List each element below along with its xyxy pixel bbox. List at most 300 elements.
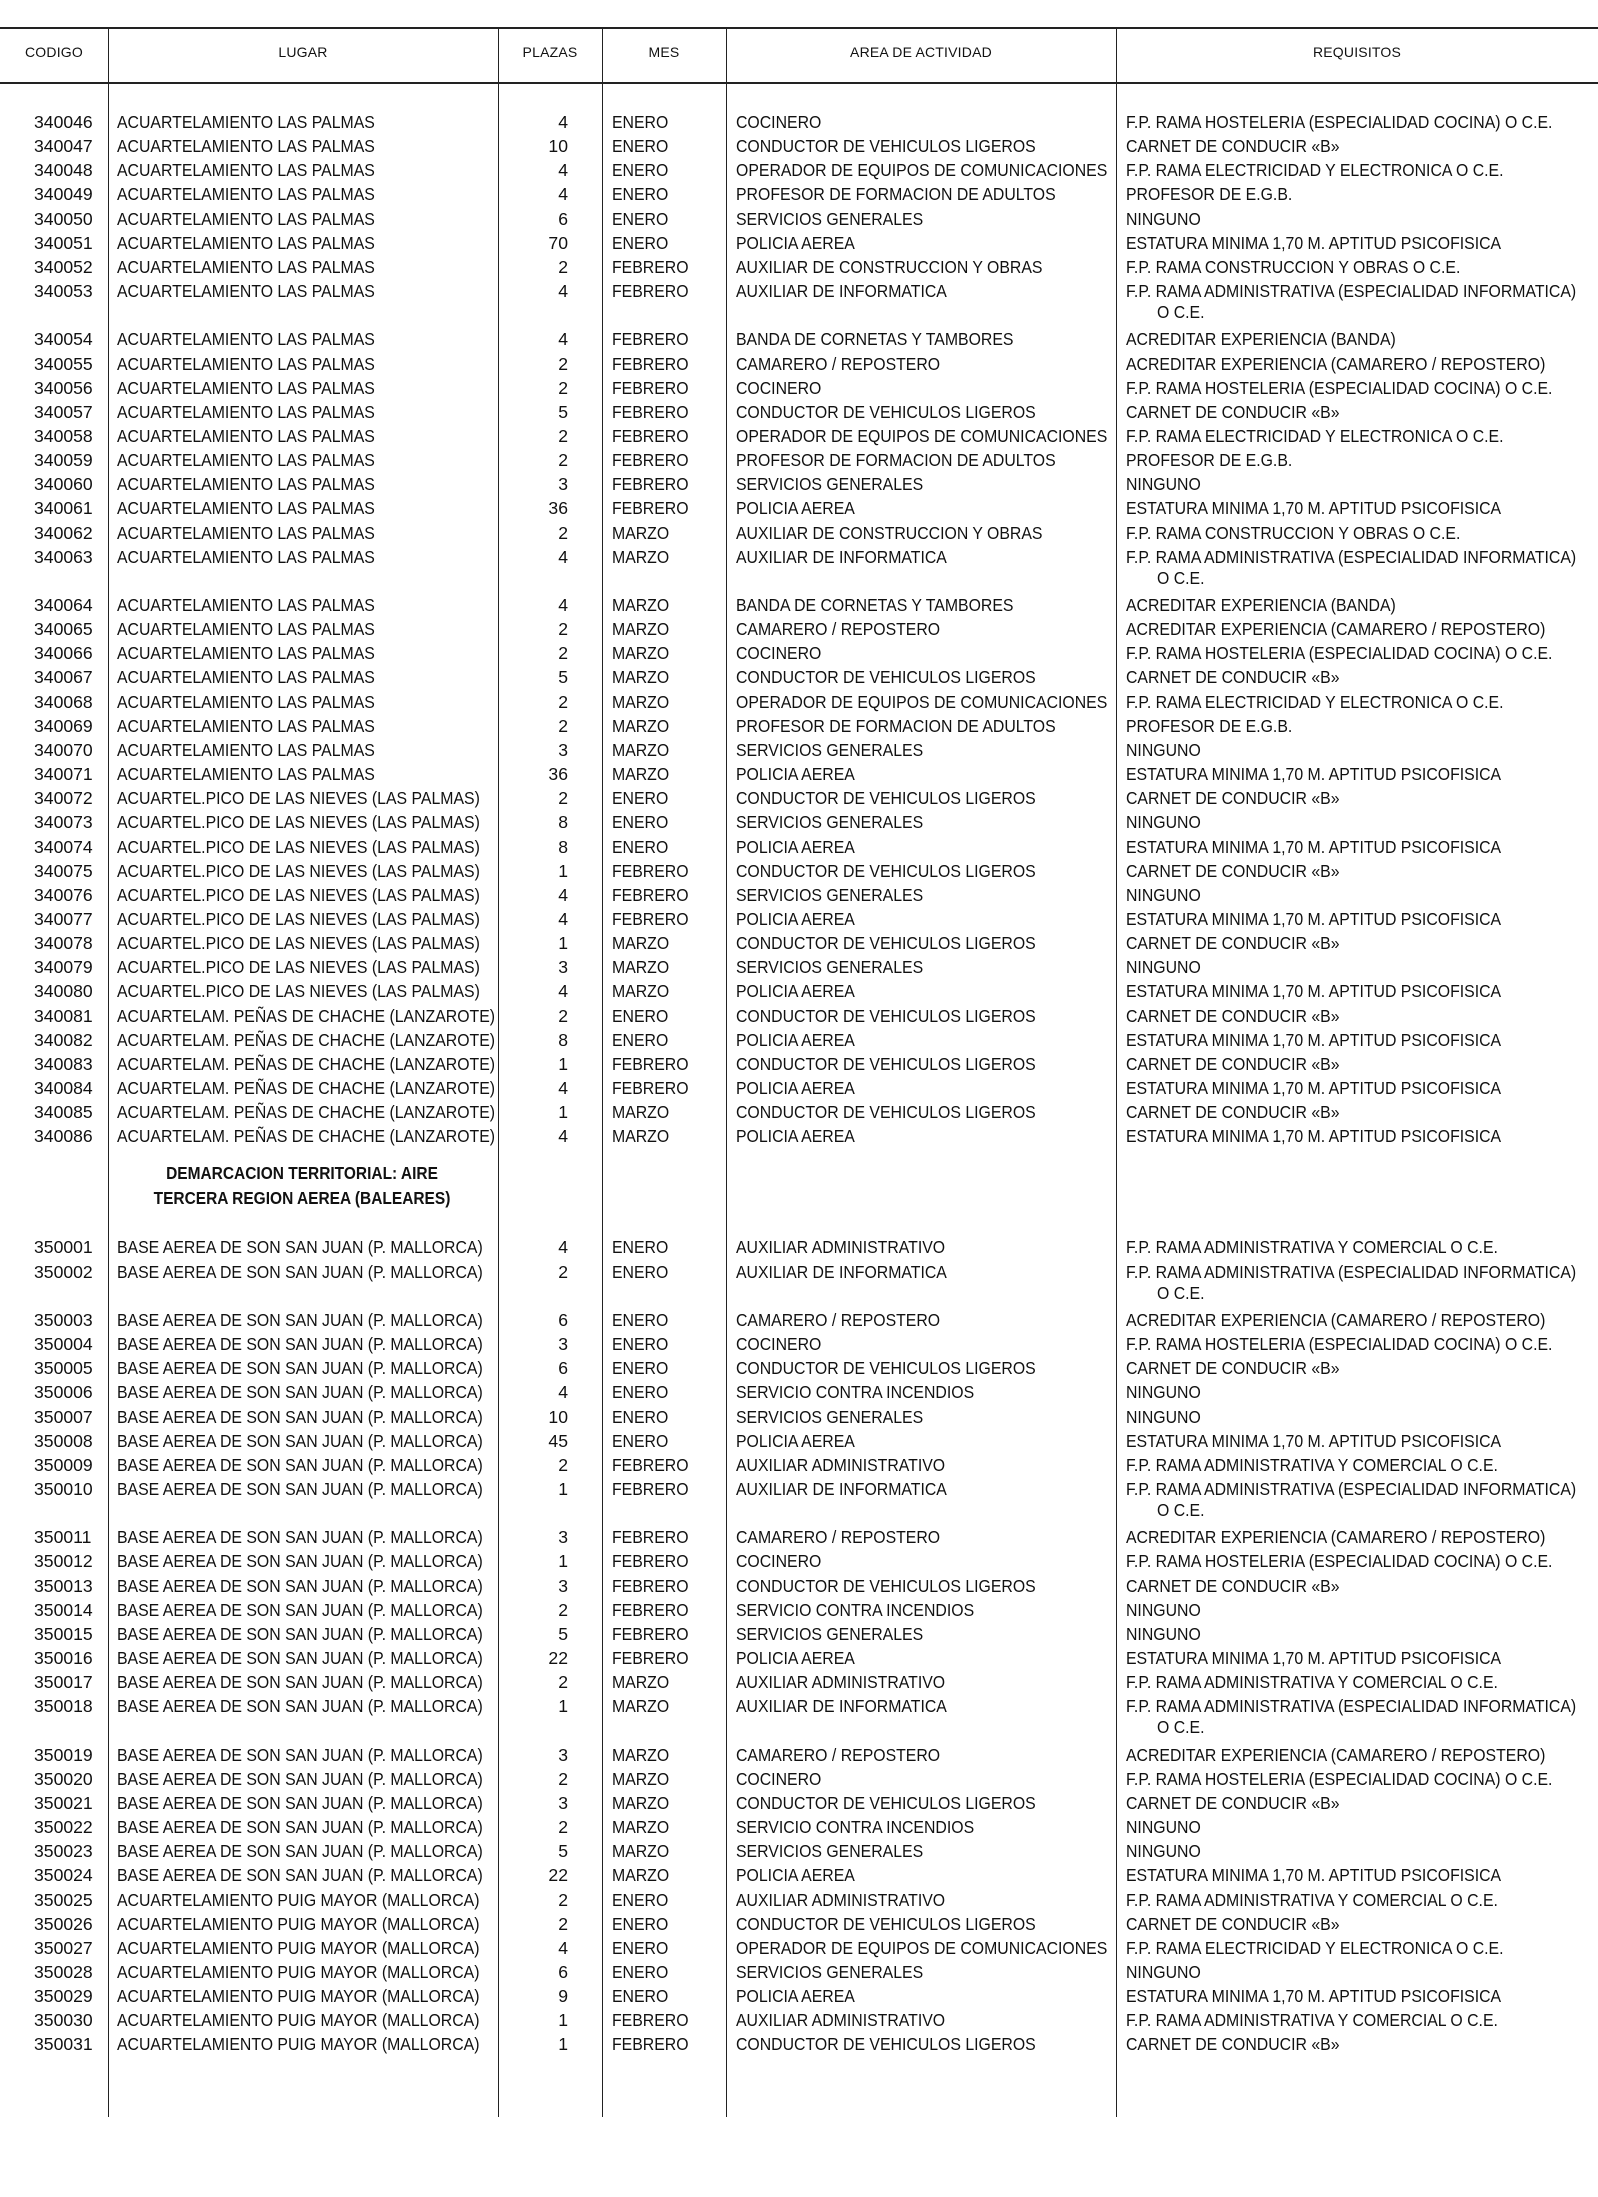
cell-mes: ENERO [612, 136, 669, 157]
cell-area: CONDUCTOR DE VEHICULOS LIGEROS [736, 1575, 1036, 1596]
cell-plazas: 8 [558, 812, 568, 833]
top-rule [0, 27, 1598, 29]
cell-area: CONDUCTOR DE VEHICULOS LIGEROS [736, 401, 1036, 422]
cell-plazas: 2 [558, 425, 568, 446]
cell-mes: ENERO [612, 812, 669, 833]
cell-mes: MARZO [612, 619, 670, 640]
cell-lugar: ACUARTELAMIENTO LAS PALMAS [117, 450, 375, 471]
cell-codigo: 350007 [34, 1406, 93, 1427]
cell-mes: FEBRERO [612, 401, 689, 422]
cell-codigo: 350028 [34, 1961, 93, 1982]
table-row [0, 859, 1598, 883]
cell-area: POLICIA AEREA [736, 836, 855, 857]
cell-area: COCINERO [736, 377, 822, 398]
cell-codigo: 340080 [34, 981, 93, 1002]
table-row [0, 207, 1598, 231]
cell-plazas: 2 [558, 377, 568, 398]
table-row [0, 786, 1598, 810]
cell-codigo: 350004 [34, 1334, 93, 1355]
cell-requisitos: F.P. RAMA CONSTRUCCION Y OBRAS O C.E. [1126, 522, 1461, 543]
cell-requisitos: PROFESOR DE E.G.B. [1126, 450, 1293, 471]
cell-area: OPERADOR DE EQUIPOS DE COMUNICACIONES [736, 691, 1108, 712]
table-row [0, 1863, 1598, 1887]
cell-codigo: 340074 [34, 836, 93, 857]
cell-plazas: 1 [558, 1053, 568, 1074]
cell-requisitos: NINGUNO [1126, 208, 1201, 229]
cell-area: OPERADOR DE EQUIPOS DE COMUNICACIONES [736, 160, 1108, 181]
cell-requisitos: F.P. RAMA ADMINISTRATIVA (ESPECIALIDAD INFORMATICA) [1126, 281, 1577, 302]
table-row [0, 1622, 1598, 1646]
header-rule [0, 82, 1598, 84]
cell-requisitos: CARNET DE CONDUCIR «B» [1126, 1575, 1340, 1596]
cell-mes: MARZO [612, 1672, 670, 1693]
cell-plazas: 1 [558, 1102, 568, 1123]
cell-plazas: 2 [558, 619, 568, 640]
table-row [0, 1477, 1598, 1501]
table-row [0, 1960, 1598, 1984]
table-row [0, 955, 1598, 979]
cell-lugar: ACUARTELAMIENTO LAS PALMAS [117, 112, 375, 132]
table-row [0, 617, 1598, 641]
cell-mes: FEBRERO [612, 377, 689, 398]
cell-area: AUXILIAR DE CONSTRUCCION Y OBRAS [736, 256, 1043, 277]
cell-codigo: 350018 [34, 1696, 93, 1717]
cell-codigo: 350029 [34, 1986, 93, 2007]
table-row [0, 1598, 1598, 1622]
cell-lugar: ACUARTELAM. PEÑAS DE CHACHE (LANZAROTE) [117, 1053, 496, 1074]
cell-mes: MARZO [612, 546, 670, 567]
cell-codigo: 340066 [34, 643, 93, 664]
cell-lugar: BASE AEREA DE SON SAN JUAN (P. MALLORCA) [117, 1599, 483, 1620]
cell-requisitos: CARNET DE CONDUCIR «B» [1126, 933, 1340, 954]
cell-area: BANDA DE CORNETAS Y TAMBORES [736, 595, 1014, 615]
cell-codigo: 340051 [34, 232, 93, 253]
cell-area: BANDA DE CORNETAS Y TAMBORES [736, 329, 1014, 350]
cell-plazas: 3 [558, 957, 568, 978]
table-row [0, 1405, 1598, 1429]
cell-area: AUXILIAR DE INFORMATICA [736, 1261, 947, 1282]
cell-requisitos: ESTATURA MINIMA 1,70 M. APTITUD PSICOFISICA [1126, 764, 1502, 785]
cell-requisitos: CARNET DE CONDUCIR «B» [1126, 2034, 1340, 2055]
table-row [0, 835, 1598, 859]
cell-mes: MARZO [612, 1792, 670, 1813]
cell-area: COCINERO [736, 112, 822, 132]
cell-plazas: 2 [558, 1889, 568, 1910]
cell-mes: FEBRERO [612, 1527, 689, 1548]
table-row [0, 182, 1598, 206]
cell-lugar: ACUARTELAMIENTO LAS PALMAS [117, 401, 375, 422]
cell-area: AUXILIAR DE CONSTRUCCION Y OBRAS [736, 522, 1043, 543]
cell-requisitos: ESTATURA MINIMA 1,70 M. APTITUD PSICOFISICA [1126, 1126, 1502, 1147]
cell-requisitos: F.P. RAMA ADMINISTRATIVA Y COMERCIAL O C.E. [1126, 1454, 1498, 1475]
cell-requisitos: F.P. RAMA ADMINISTRATIVA (ESPECIALIDAD INFORMATICA) [1126, 1696, 1577, 1717]
cell-area: CAMARERO / REPOSTERO [736, 1744, 941, 1765]
cell-mes: FEBRERO [612, 1454, 689, 1475]
cell-mes: FEBRERO [612, 1078, 689, 1098]
section-heading-line: TERCERA REGION AEREA (BALEARES) [153, 1188, 451, 1209]
cell-codigo: 350031 [34, 2034, 93, 2055]
table-row [0, 810, 1598, 834]
table-row [0, 641, 1598, 665]
cell-requisitos: CARNET DE CONDUCIR «B» [1126, 1102, 1340, 1123]
cell-lugar: ACUARTELAMIENTO LAS PALMAS [117, 739, 375, 760]
cell-codigo: 340070 [34, 739, 93, 760]
cell-lugar: ACUARTELAMIENTO LAS PALMAS [117, 329, 375, 350]
cell-codigo: 350005 [34, 1358, 93, 1379]
cell-codigo: 340075 [34, 860, 93, 881]
table-row [0, 931, 1598, 955]
header-lugar: LUGAR [278, 44, 328, 60]
cell-codigo: 340072 [34, 788, 93, 809]
cell-codigo: 350011 [34, 1527, 92, 1548]
cell-codigo: 340057 [34, 401, 93, 422]
cell-lugar: BASE AEREA DE SON SAN JUAN (P. MALLORCA) [117, 1430, 483, 1451]
cell-lugar: ACUARTELAM. PEÑAS DE CHACHE (LANZAROTE) [117, 1029, 496, 1050]
cell-codigo: 350016 [34, 1648, 93, 1668]
cell-lugar: BASE AEREA DE SON SAN JUAN (P. MALLORCA) [117, 1648, 483, 1668]
cell-mes: FEBRERO [612, 1053, 689, 1074]
cell-lugar: ACUARTEL.PICO DE LAS NIEVES (LAS PALMAS) [117, 836, 480, 857]
cell-codigo: 340071 [34, 764, 93, 785]
cell-requisitos: ESTATURA MINIMA 1,70 M. APTITUD PSICOFISICA [1126, 1648, 1502, 1668]
cell-lugar: BASE AEREA DE SON SAN JUAN (P. MALLORCA) [117, 1744, 483, 1765]
cell-lugar: BASE AEREA DE SON SAN JUAN (P. MALLORCA) [117, 1817, 483, 1838]
cell-codigo: 350001 [34, 1237, 93, 1258]
cell-codigo: 350021 [34, 1792, 93, 1813]
cell-plazas: 4 [558, 184, 568, 205]
cell-area: CAMARERO / REPOSTERO [736, 1309, 941, 1330]
cell-lugar: BASE AEREA DE SON SAN JUAN (P. MALLORCA) [117, 1237, 483, 1258]
cell-area: PROFESOR DE FORMACION DE ADULTOS [736, 450, 1056, 471]
cell-area: PROFESOR DE FORMACION DE ADULTOS [736, 715, 1056, 736]
cell-codigo: 340059 [34, 450, 93, 471]
cell-mes: ENERO [612, 1986, 669, 2007]
cell-lugar: ACUARTELAMIENTO PUIG MAYOR (MALLORCA) [117, 1937, 480, 1958]
cell-requisitos: ESTATURA MINIMA 1,70 M. APTITUD PSICOFISICA [1126, 1986, 1502, 2007]
cell-lugar: BASE AEREA DE SON SAN JUAN (P. MALLORCA) [117, 1406, 483, 1427]
cell-requisitos: CARNET DE CONDUCIR «B» [1126, 1913, 1340, 1934]
table-row [0, 376, 1598, 400]
cell-area: AUXILIAR DE INFORMATICA [736, 546, 947, 567]
cell-area: SERVICIOS GENERALES [736, 739, 924, 760]
cell-requisitos: NINGUNO [1126, 474, 1201, 495]
cell-area: CAMARERO / REPOSTERO [736, 619, 941, 640]
cell-codigo: 340086 [34, 1126, 93, 1147]
table-row [0, 1100, 1598, 1124]
cell-codigo: 350019 [34, 1744, 93, 1765]
cell-area: POLICIA AEREA [736, 498, 855, 519]
cell-mes: FEBRERO [612, 1623, 689, 1644]
table-row [0, 1646, 1598, 1670]
cell-requisitos: F.P. RAMA ELECTRICIDAD Y ELECTRONICA O C.E. [1126, 160, 1504, 181]
cell-requisitos: PROFESOR DE E.G.B. [1126, 715, 1293, 736]
cell-requisitos: ACREDITAR EXPERIENCIA (CAMARERO / REPOSTERO) [1126, 353, 1546, 374]
cell-mes: FEBRERO [612, 329, 689, 350]
cell-plazas: 1 [558, 1551, 568, 1572]
cell-area: CONDUCTOR DE VEHICULOS LIGEROS [736, 136, 1036, 157]
cell-plazas: 3 [558, 1744, 568, 1765]
cell-codigo: 340063 [34, 546, 93, 567]
cell-mes: MARZO [612, 1102, 670, 1123]
cell-area: CONDUCTOR DE VEHICULOS LIGEROS [736, 1358, 1036, 1379]
cell-requisitos: F.P. RAMA ADMINISTRATIVA Y COMERCIAL O C.E. [1126, 1889, 1498, 1910]
cell-area: POLICIA AEREA [736, 1078, 855, 1098]
table-row [0, 1429, 1598, 1453]
cell-area: SERVICIOS GENERALES [736, 208, 924, 229]
cell-requisitos: ESTATURA MINIMA 1,70 M. APTITUD PSICOFISICA [1126, 1029, 1502, 1050]
cell-codigo: 350015 [34, 1623, 93, 1644]
cell-lugar: ACUARTEL.PICO DE LAS NIEVES (LAS PALMAS) [117, 860, 480, 881]
cell-requisitos: F.P. RAMA ADMINISTRATIVA Y COMERCIAL O C.E. [1126, 1672, 1498, 1693]
cell-mes: FEBRERO [612, 1599, 689, 1620]
cell-codigo: 350009 [34, 1454, 93, 1475]
cell-mes: MARZO [612, 1817, 670, 1838]
cell-codigo: 340084 [34, 1078, 93, 1098]
table-row [0, 883, 1598, 907]
cell-lugar: ACUARTELAMIENTO LAS PALMAS [117, 425, 375, 446]
table-row [0, 255, 1598, 279]
cell-lugar: ACUARTELAMIENTO PUIG MAYOR (MALLORCA) [117, 2010, 480, 2031]
table-row [0, 158, 1598, 182]
cell-requisitos-continuation: O C.E. [1157, 567, 1205, 588]
header-area: AREA DE ACTIVIDAD [850, 44, 992, 60]
cell-lugar: ACUARTELAMIENTO PUIG MAYOR (MALLORCA) [117, 1913, 480, 1934]
cell-lugar: BASE AEREA DE SON SAN JUAN (P. MALLORCA) [117, 1672, 483, 1693]
cell-area: CONDUCTOR DE VEHICULOS LIGEROS [736, 1102, 1036, 1123]
cell-lugar: ACUARTELAMIENTO LAS PALMAS [117, 474, 375, 495]
cell-lugar: BASE AEREA DE SON SAN JUAN (P. MALLORCA) [117, 1551, 483, 1572]
cell-codigo: 340076 [34, 884, 93, 905]
cell-lugar: ACUARTELAMIENTO LAS PALMAS [117, 377, 375, 398]
cell-mes: FEBRERO [612, 1551, 689, 1572]
cell-requisitos-continuation: O C.E. [1157, 1717, 1205, 1738]
cell-codigo: 350025 [34, 1889, 93, 1910]
cell-area: CONDUCTOR DE VEHICULOS LIGEROS [736, 2034, 1036, 2055]
cell-codigo: 340069 [34, 715, 93, 736]
cell-requisitos: ACREDITAR EXPERIENCIA (CAMARERO / REPOSTERO) [1126, 1527, 1546, 1548]
table-row [0, 1356, 1598, 1380]
cell-lugar: ACUARTEL.PICO DE LAS NIEVES (LAS PALMAS) [117, 884, 480, 905]
cell-lugar: ACUARTELAMIENTO PUIG MAYOR (MALLORCA) [117, 1961, 480, 1982]
cell-plazas: 4 [558, 160, 568, 181]
cell-lugar: BASE AEREA DE SON SAN JUAN (P. MALLORCA) [117, 1768, 483, 1789]
cell-requisitos: F.P. RAMA ADMINISTRATIVA (ESPECIALIDAD INFORMATICA) [1126, 1261, 1577, 1282]
cell-mes: ENERO [612, 184, 669, 205]
cell-codigo: 350014 [34, 1599, 93, 1620]
cell-area: AUXILIAR ADMINISTRATIVO [736, 1454, 946, 1475]
cell-plazas: 8 [558, 836, 568, 857]
cell-plazas: 4 [558, 595, 568, 615]
table-row [0, 1574, 1598, 1598]
table-row [0, 1525, 1598, 1549]
table-row [0, 665, 1598, 689]
table-row [0, 448, 1598, 472]
cell-lugar: ACUARTELAM. PEÑAS DE CHACHE (LANZAROTE) [117, 1102, 496, 1123]
cell-codigo: 340079 [34, 957, 93, 978]
cell-codigo: 340081 [34, 1005, 93, 1026]
table-row [0, 593, 1598, 617]
cell-plazas: 2 [558, 1599, 568, 1620]
table-row [0, 1694, 1598, 1718]
table-row [0, 1124, 1598, 1148]
cell-lugar: BASE AEREA DE SON SAN JUAN (P. MALLORCA) [117, 1358, 483, 1379]
table-row [0, 1308, 1598, 1332]
cell-codigo: 340053 [34, 281, 93, 302]
cell-area: SERVICIO CONTRA INCENDIOS [736, 1382, 975, 1403]
cell-codigo: 350030 [34, 2010, 93, 2031]
cell-plazas: 1 [558, 933, 568, 954]
cell-mes: ENERO [612, 112, 669, 132]
cell-codigo: 340050 [34, 208, 93, 229]
cell-mes: MARZO [612, 643, 670, 664]
cell-codigo: 340078 [34, 933, 93, 954]
cell-plazas: 4 [558, 112, 568, 132]
cell-mes: ENERO [612, 1237, 669, 1258]
table-row [0, 521, 1598, 545]
cell-requisitos: F.P. RAMA ELECTRICIDAD Y ELECTRONICA O C.E. [1126, 1937, 1504, 1958]
cell-lugar: BASE AEREA DE SON SAN JUAN (P. MALLORCA) [117, 1865, 483, 1886]
cell-mes: FEBRERO [612, 425, 689, 446]
cell-mes: ENERO [612, 836, 669, 857]
cell-mes: MARZO [612, 522, 670, 543]
cell-lugar: ACUARTELAMIENTO LAS PALMAS [117, 256, 375, 277]
table-row [0, 472, 1598, 496]
cell-mes: FEBRERO [612, 884, 689, 905]
cell-plazas: 5 [558, 667, 568, 688]
cell-plazas: 1 [558, 1696, 568, 1717]
cell-area: CONDUCTOR DE VEHICULOS LIGEROS [736, 1913, 1036, 1934]
cell-codigo: 350017 [34, 1672, 93, 1693]
cell-requisitos: NINGUNO [1126, 1961, 1201, 1982]
cell-lugar: ACUARTELAMIENTO LAS PALMAS [117, 643, 375, 664]
table-row [0, 907, 1598, 931]
cell-lugar: ACUARTELAM. PEÑAS DE CHACHE (LANZAROTE) [117, 1126, 496, 1147]
cell-codigo: 340062 [34, 522, 93, 543]
cell-codigo: 350012 [34, 1551, 93, 1572]
cell-codigo: 340054 [34, 329, 93, 350]
cell-plazas: 2 [558, 788, 568, 809]
cell-lugar: ACUARTELAM. PEÑAS DE CHACHE (LANZAROTE) [117, 1078, 496, 1098]
cell-requisitos: ESTATURA MINIMA 1,70 M. APTITUD PSICOFISICA [1126, 232, 1502, 253]
cell-area: POLICIA AEREA [736, 1126, 855, 1147]
cell-requisitos: NINGUNO [1126, 957, 1201, 978]
cell-area: CONDUCTOR DE VEHICULOS LIGEROS [736, 667, 1036, 688]
cell-codigo: 340047 [34, 136, 93, 157]
cell-requisitos: PROFESOR DE E.G.B. [1126, 184, 1293, 205]
cell-codigo: 340060 [34, 474, 93, 495]
cell-lugar: ACUARTELAMIENTO LAS PALMAS [117, 281, 375, 302]
cell-requisitos: CARNET DE CONDUCIR «B» [1126, 1053, 1340, 1074]
cell-area: SERVICIOS GENERALES [736, 474, 924, 495]
cell-lugar: BASE AEREA DE SON SAN JUAN (P. MALLORCA) [117, 1623, 483, 1644]
cell-area: AUXILIAR ADMINISTRATIVO [736, 2010, 946, 2031]
cell-plazas: 4 [558, 884, 568, 905]
cell-requisitos: CARNET DE CONDUCIR «B» [1126, 667, 1340, 688]
cell-plazas: 9 [558, 1986, 568, 2007]
cell-lugar: BASE AEREA DE SON SAN JUAN (P. MALLORCA) [117, 1261, 483, 1282]
cell-codigo: 340064 [34, 595, 93, 615]
cell-mes: ENERO [612, 1029, 669, 1050]
cell-requisitos: F.P. RAMA ADMINISTRATIVA (ESPECIALIDAD INFORMATICA) [1126, 546, 1577, 567]
cell-requisitos: ACREDITAR EXPERIENCIA (BANDA) [1126, 329, 1396, 350]
table-row [0, 1791, 1598, 1815]
cell-plazas: 3 [558, 1527, 568, 1548]
table-row [0, 279, 1598, 303]
table-row [0, 714, 1598, 738]
cell-plazas: 36 [548, 764, 568, 785]
cell-mes: ENERO [612, 1889, 669, 1910]
cell-mes: MARZO [612, 1865, 670, 1886]
cell-requisitos: CARNET DE CONDUCIR «B» [1126, 788, 1340, 809]
cell-requisitos: ESTATURA MINIMA 1,70 M. APTITUD PSICOFISICA [1126, 1430, 1502, 1451]
cell-plazas: 5 [558, 1841, 568, 1862]
table-row [0, 545, 1598, 569]
cell-codigo: 340083 [34, 1053, 93, 1074]
cell-mes: MARZO [612, 1744, 670, 1765]
cell-requisitos: F.P. RAMA HOSTELERIA (ESPECIALIDAD COCINA) O C.E. [1126, 1334, 1553, 1355]
cell-area: SERVICIOS GENERALES [736, 1841, 924, 1862]
cell-area: POLICIA AEREA [736, 981, 855, 1002]
cell-mes: MARZO [612, 667, 670, 688]
cell-codigo: 340068 [34, 691, 93, 712]
cell-mes: ENERO [612, 1961, 669, 1982]
cell-lugar: ACUARTELAMIENTO LAS PALMAS [117, 208, 375, 229]
cell-codigo: 350010 [34, 1478, 93, 1499]
cell-mes: MARZO [612, 595, 670, 615]
cell-mes: FEBRERO [612, 256, 689, 277]
cell-plazas: 22 [548, 1865, 568, 1886]
table-row [0, 1052, 1598, 1076]
cell-requisitos: ACREDITAR EXPERIENCIA (CAMARERO / REPOSTERO) [1126, 1309, 1546, 1330]
cell-area: PROFESOR DE FORMACION DE ADULTOS [736, 184, 1056, 205]
cell-requisitos: NINGUNO [1126, 1623, 1201, 1644]
table-row [0, 1936, 1598, 1960]
table-row [0, 1453, 1598, 1477]
cell-codigo: 350026 [34, 1913, 93, 1934]
header-codigo: CODIGO [25, 44, 83, 60]
cell-lugar: BASE AEREA DE SON SAN JUAN (P. MALLORCA) [117, 1334, 483, 1355]
cell-codigo: 340067 [34, 667, 93, 688]
cell-codigo: 350020 [34, 1768, 93, 1789]
cell-plazas: 4 [558, 981, 568, 1002]
cell-area: SERVICIOS GENERALES [736, 1961, 924, 1982]
cell-plazas: 3 [558, 1334, 568, 1355]
cell-codigo: 350027 [34, 1937, 93, 1958]
cell-plazas: 3 [558, 1575, 568, 1596]
cell-mes: ENERO [612, 788, 669, 809]
cell-requisitos: ESTATURA MINIMA 1,70 M. APTITUD PSICOFISICA [1126, 908, 1502, 929]
cell-lugar: ACUARTEL.PICO DE LAS NIEVES (LAS PALMAS) [117, 957, 480, 978]
cell-requisitos-continuation: O C.E. [1157, 1282, 1205, 1303]
cell-mes: ENERO [612, 1937, 669, 1958]
cell-requisitos: CARNET DE CONDUCIR «B» [1126, 136, 1340, 157]
cell-codigo: 340065 [34, 619, 93, 640]
cell-requisitos: F.P. RAMA HOSTELERIA (ESPECIALIDAD COCINA) O C.E. [1126, 377, 1553, 398]
cell-area: AUXILIAR DE INFORMATICA [736, 1478, 947, 1499]
cell-lugar: ACUARTELAMIENTO LAS PALMAS [117, 184, 375, 205]
cell-codigo: 350024 [34, 1865, 93, 1886]
cell-plazas: 6 [558, 208, 568, 229]
cell-mes: MARZO [612, 981, 670, 1002]
cell-plazas: 2 [558, 1454, 568, 1475]
table-row [0, 352, 1598, 376]
cell-mes: FEBRERO [612, 2034, 689, 2055]
table-row [0, 1260, 1598, 1284]
cell-codigo: 340056 [34, 377, 93, 398]
cell-lugar: ACUARTELAMIENTO LAS PALMAS [117, 667, 375, 688]
cell-mes: FEBRERO [612, 1575, 689, 1596]
cell-requisitos: F.P. RAMA HOSTELERIA (ESPECIALIDAD COCINA) O C.E. [1126, 643, 1553, 664]
